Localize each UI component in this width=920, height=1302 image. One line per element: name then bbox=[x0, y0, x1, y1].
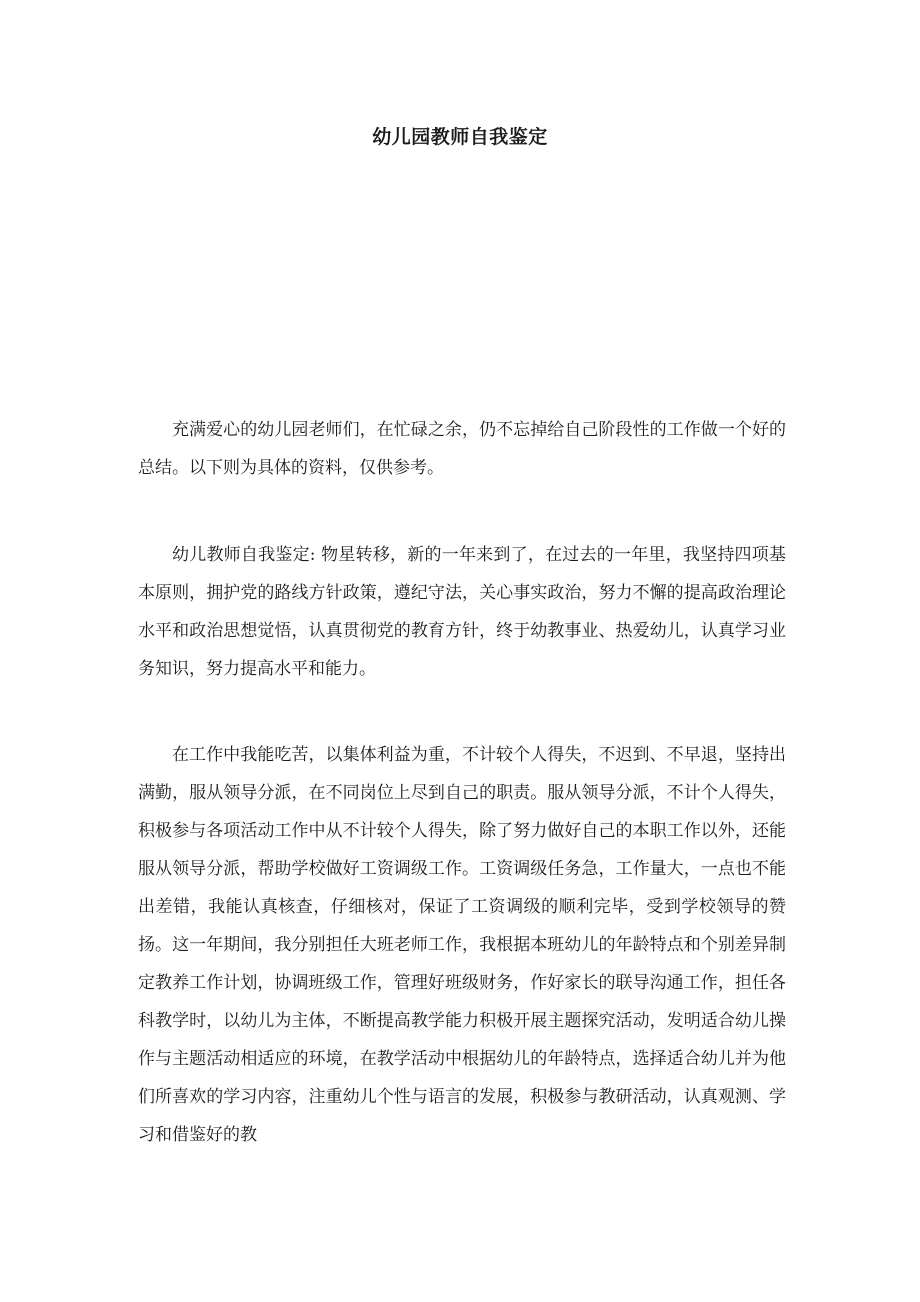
paragraph-self-assessment: 幼儿教师自我鉴定: 物星转移，新的一年来到了，在过去的一年里，我坚持四项基本原则，拥护党的路线方针政策，遵纪守法，关心事实政治，努力不懈的提高政治理论水平和政治思想觉悟，认真贯彻党的教育方针，终于幼教事业、热爱幼儿，认真学习业务知识，努力提高水平和能力。 bbox=[138, 545, 786, 679]
document-title: 幼儿园教师自我鉴定 bbox=[372, 126, 548, 148]
paragraph-work-performance: 在工作中我能吃苦，以集体利益为重，不计较个人得失，不迟到、不早退，坚持出满勤，服从领导分派，在不同岗位上尽到自己的职责。服从领导分派，不计个人得失，积极参与各项活动工作中从不计较个人得失，除了努力做好自己的本职工作以外，还能服从领导分派，帮助学校做好工资调级工作。工资调级任务急，工作量大，一点也不能出差错，我能认真核查，仔细核对，保证了工资调级的顺利完毕，受到学校领导的赞扬。这一年期间，我分别担任大班老师工作，我根据本班幼儿的年龄特点和个别差异制定教养工作计划，协调班级工作，管理好班级财务，作好家长的联导沟通工作，担任各科教学时，以幼儿为主体，不断提高教学能力积极开展主题探究活动，发明适合幼儿操作与主题活动相适应的环境，在教学活动中根据幼儿的年龄特点，选择适合幼儿并为他们所喜欢的学习内容，注重幼儿个性与语言的发展，积极参与教研活动，认真观测、学习和借鉴好的教 bbox=[138, 745, 786, 1145]
paragraph-intro: 充满爱心的幼儿园老师们，在忙碌之余，仍不忘掉给自己阶段性的工作做一个好的总结。以下则为具体的资料，仅供参考。 bbox=[138, 420, 786, 478]
